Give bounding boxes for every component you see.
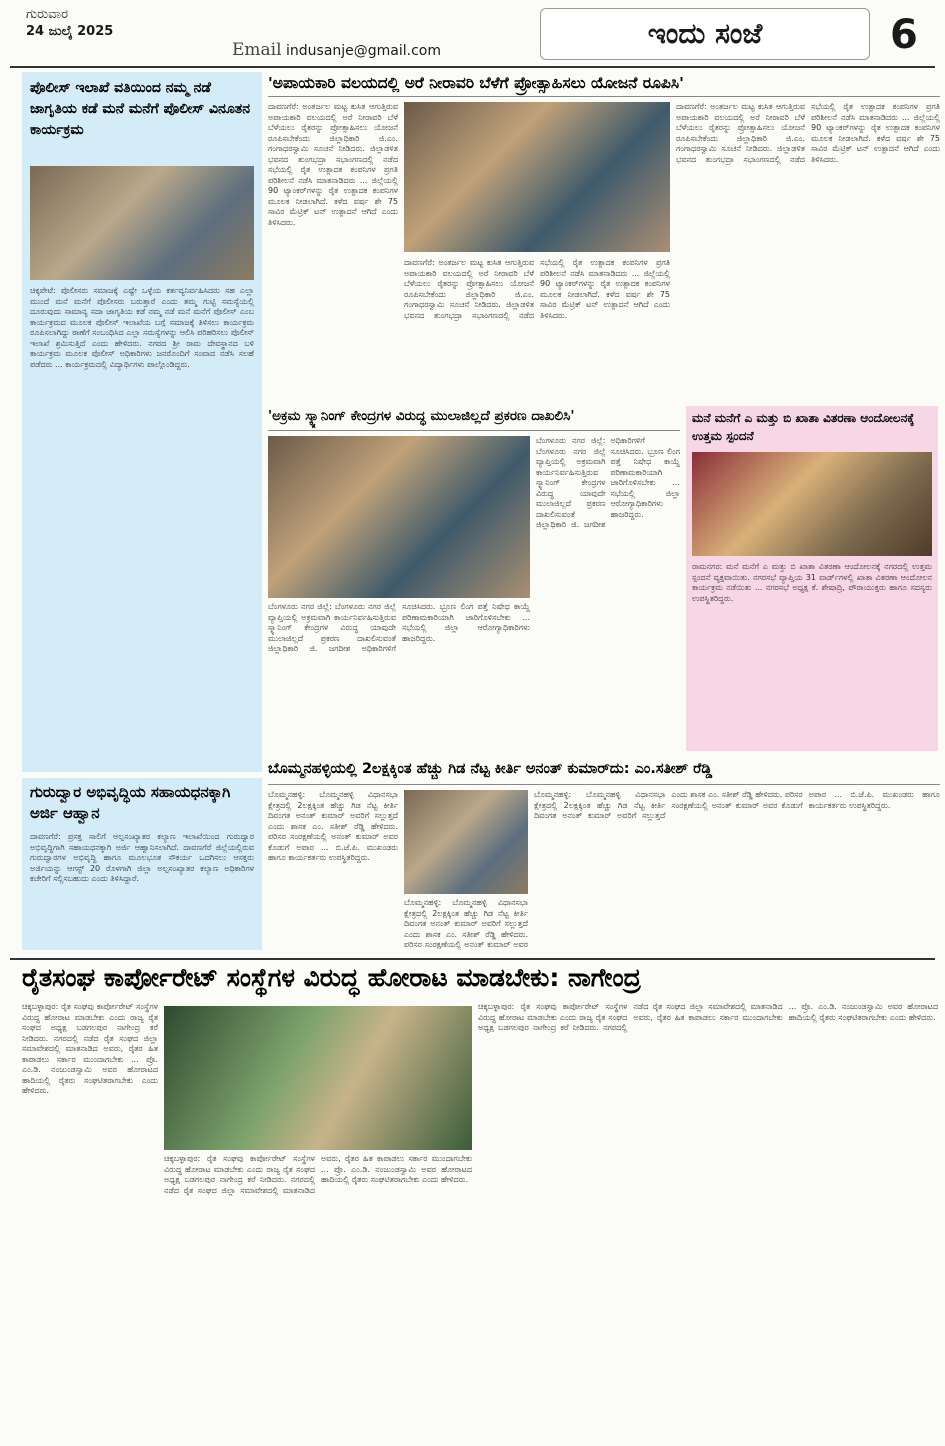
raitha-photo bbox=[164, 1006, 472, 1150]
masthead-logo bbox=[540, 8, 870, 60]
issue-date-text: 24 ಜುಲೈ 2025 bbox=[26, 24, 114, 39]
gurudwara-body: ದಾವಣಗೆರೆ: ಪ್ರಸಕ್ತ ಸಾಲಿಗೆ ಅಲ್ಪಸಂಖ್ಯಾತರ ಕಲ್ಯಾಣ ಇಲಾಖೆಯಿಂದ ಗುರುದ್ವಾರ ಅಭಿವೃದ್ಧಿಗಾಗಿ ಸಹಾಯಧನಕ್ಕಾಗಿ ಅರ್ಜಿ ಆಹ್ವಾನಿಸಲಾಗಿದೆ. ದಾವಣಗೆರೆ ಜಿಲ್ಲೆಯಲ್ಲಿರುವ ಗುರುದ್ವಾರಗಳ ಅಭಿವೃದ್ಧಿ ಹಾಗೂ ಮೂಲಭೂತ ಸೌಕರ್ಯ ಒದಗಿಸಲು ಆಸಕ್ತರು ಅರ್ಜಿಯನ್ನು ಆಗಸ್ಟ್ 20 ರೊಳಗಾಗಿ ಜಿಲ್ಲಾ ಅಲ್ಪಸಂಖ್ಯಾತರ ಕಲ್ಯಾಣ ಅಧಿಕಾರಿಗಳ ಕಚೇರಿಗೆ ಸಲ್ಲಿಸಬಹುದು ಎಂದು ತಿಳಿಸಿದ್ದಾರೆ. bbox=[30, 832, 254, 883]
page-number: 6 bbox=[890, 12, 918, 58]
scanning-photo bbox=[268, 436, 530, 598]
bommanahalli-headline: ಬೊಮ್ಮನಹಳ್ಳಿಯಲ್ಲಿ 2ಲಕ್ಷಕ್ಕಿಂತ ಹೆಚ್ಚು ಗಿಡ ನೆಟ್ಟ ಕೀರ್ತಿ ಅನಂತ್ ಕುಮಾರ್‌ದು: ಎಂ.ಸತೀಶ್ ರೆಡ್ಡಿ bbox=[268, 761, 713, 777]
bommanahalli-body-3: ಬೊಮ್ಮನಹಳ್ಳಿ: ಬೊಮ್ಮನಹಳ್ಳಿ ವಿಧಾನಸಭಾ ಕ್ಷೇತ್ರದಲ್ಲಿ 2ಲಕ್ಷಕ್ಕಿಂತ ಹೆಚ್ಚು ಗಿಡ ನೆಟ್ಟ ಕೀರ್ತಿ ದಿವಂಗತ ಅನಂತ್ ಕುಮಾರ್ ಅವರಿಗೆ ಸಲ್ಲುತ್ತದೆ ಎಂದು ಶಾಸಕ ಎಂ. ಸತೀಶ್ ರೆಡ್ಡಿ ಹೇಳಿದರು. ಪರಿಸರ ಸಂರಕ್ಷಣೆಯಲ್ಲಿ ಅನಂತ್ ಕುಮಾರ್ ಅವರ ಕೊಡುಗೆ ಅಪಾರ ... ಬಿ.ಜೆ.ಪಿ. ಮುಖಂಡರು ಹಾಗೂ ಕಾರ್ಯಕರ್ತರು ಉಪಸ್ಥಿತರಿದ್ದರು. bbox=[534, 790, 940, 820]
raitha-body: ಚಿಕ್ಕಬಳ್ಳಾಪುರ: ರೈತ ಸಂಘವು ಕಾರ್ಪೋರೇಟ್ ಸಂಸ್ಥೆಗಳ ವಿರುದ್ಧ ಹೋರಾಟ ಮಾಡಬೇಕು ಎಂದು ರಾಜ್ಯ ರೈತ ಸಂಘದ ಅಧ್ಯಕ್ಷ ಬಡಗಲಪುರ ನಾಗೇಂದ್ರ ಕರೆ ನೀಡಿದರು. ನಗರದಲ್ಲಿ ನಡೆದ ರೈತ ಸಂಘದ ಜಿಲ್ಲಾ ಸಮಾವೇಶದಲ್ಲಿ ಮಾತನಾಡಿದ ಅವರು, ರೈತರ ಹಿತ ಕಾಪಾಡಲು ಸರ್ಕಾರ ಮುಂದಾಗಬೇಕು ... ಪ್ರೊ. ಎಂ.ಡಿ. ನಂಜುಂಡಸ್ವಾಮಿ ಅವರ ಹೋರಾಟದ ಹಾದಿಯಲ್ಲಿ ರೈತರು ಸಂಘಟಿತರಾಗಬೇಕು ಎಂದು ಹೇಳಿದರು. bbox=[22, 1002, 158, 1095]
email-address[interactable]: indusanje@gmail.com bbox=[286, 43, 442, 59]
police-story bbox=[22, 72, 262, 772]
scanning-rule bbox=[268, 430, 680, 431]
bommanahalli-story bbox=[268, 758, 940, 954]
issue-date bbox=[26, 6, 113, 40]
scanning-body: ಬೆಂಗಳೂರು ನಗರ ಜಿಲ್ಲೆ: ಬೆಂಗಳೂರು ನಗರ ಜಿಲ್ಲೆ ವ್ಯಾಪ್ತಿಯಲ್ಲಿ ಅಕ್ರಮವಾಗಿ ಕಾರ್ಯನಿರ್ವಹಿಸುತ್ತಿರುವ ಸ್ಕ್ಯಾನಿಂಗ್ ಕೇಂದ್ರಗಳ ವಿರುದ್ಧ ಯಾವುದೇ ಮುಲಾಜಿಲ್ಲದೆ ಪ್ರಕರಣ ದಾಖಲಿಸುವಂತೆ ಜಿಲ್ಲಾಧಿಕಾರಿ ಜಿ. ಜಗದೀಶ ಅಧಿಕಾರಿಗಳಿಗೆ ಸೂಚಿಸಿದರು. ಭ್ರೂಣ ಲಿಂಗ ಪತ್ತೆ ನಿಷೇಧ ಕಾಯ್ದೆ ಪರಿಣಾಮಕಾರಿಯಾಗಿ ಜಾರಿಗೊಳಿಸಬೇಕು ... ಸಭೆಯಲ್ಲಿ ಜಿಲ್ಲಾ ಆರೋಗ್ಯಾಧಿಕಾರಿಗಳು ಹಾಜರಿದ್ದರು. bbox=[268, 602, 530, 653]
raitha-headline: ರೈತಸಂಘ ಕಾರ್ಪೋರೇಟ್ ಸಂಸ್ಥೆಗಳ ವಿರುದ್ಧ ಹೋರಾಟ ಮಾಡಬೇಕು: ನಾಗೇಂದ್ರ bbox=[22, 963, 641, 992]
irrigation-body-3: ದಾವಣಗೆರೆ: ಅಂತರ್ಜಲ ಮಟ್ಟ ಕುಸಿತ ಆಗುತ್ತಿರುವ ಅಪಾಯಕಾರಿ ವಲಯದಲ್ಲಿ ಅರೆ ನೀರಾವರಿ ಬೆಳೆ ಬೆಳೆಯಲು ರೈತರನ್ನು ಪ್ರೋತ್ಸಾಹಿಸಲು ಯೋಜನೆ ರೂಪಿಸಬೇಕೆಂದು ಜಿಲ್ಲಾಧಿಕಾರಿ ಜಿ.ಎಂ. ಗಂಗಾಧರಸ್ವಾಮಿ ಸೂಚನೆ ನೀಡಿದರು. ಜಿಲ್ಲಾಡಳಿತ ಭವನದ ತುಂಗಭದ್ರಾ ಸಭಾಂಗಣದಲ್ಲಿ ನಡೆದ ಸಭೆಯಲ್ಲಿ ರೈತ ಉತ್ಪಾದಕ ಕಂಪನಿಗಳ ಪ್ರಗತಿ ಪರಿಶೀಲನೆ ನಡೆಸಿ ಮಾತನಾಡಿದರು ... ಜಿಲ್ಲೆಯಲ್ಲಿ 90 ಟ್ಯಾಂಕರ್‌ಗಳನ್ನು ರೈತ ಉತ್ಪಾದಕ ಕಂಪನಿಗಳ ಮೂಲಕ ನೀಡಲಾಗಿದೆ. ಕಳೆದ ವರ್ಷ ಶೇ 75 ಸಾವಿರ ಮೆಟ್ರಿಕ್ ಟನ್ ಉತ್ಪಾದನೆ ಆಗಿದೆ ಎಂದು ತಿಳಿಸಿದರು. bbox=[676, 102, 940, 164]
issue-day: ಗುರುವಾರ bbox=[26, 7, 68, 22]
scanning-headline: 'ಅಕ್ರಮ ಸ್ಕ್ಯಾನಿಂಗ್ ಕೇಂದ್ರಗಳ ವಿರುದ್ಧ ಮುಲಾಜಿಲ್ಲದೆ ಪ್ರಕರಣ ದಾಖಲಿಸಿ' bbox=[268, 408, 575, 424]
irrigation-body-2: ದಾವಣಗೆರೆ: ಅಂತರ್ಜಲ ಮಟ್ಟ ಕುಸಿತ ಆಗುತ್ತಿರುವ ಅಪಾಯಕಾರಿ ವಲಯದಲ್ಲಿ ಅರೆ ನೀರಾವರಿ ಬೆಳೆ ಬೆಳೆಯಲು ರೈತರನ್ನು ಪ್ರೋತ್ಸಾಹಿಸಲು ಯೋಜನೆ ರೂಪಿಸಬೇಕೆಂದು ಜಿಲ್ಲಾಧಿಕಾರಿ ಜಿ.ಎಂ. ಗಂಗಾಧರಸ್ವಾಮಿ ಸೂಚನೆ ನೀಡಿದರು. ಜಿಲ್ಲಾಡಳಿತ ಭವನದ ತುಂಗಭದ್ರಾ ಸಭಾಂಗಣದಲ್ಲಿ ನಡೆದ ಸಭೆಯಲ್ಲಿ ರೈತ ಉತ್ಪಾದಕ ಕಂಪನಿಗಳ ಪ್ರಗತಿ ಪರಿಶೀಲನೆ ನಡೆಸಿ ಮಾತನಾಡಿದರು ... ಜಿಲ್ಲೆಯಲ್ಲಿ 90 ಟ್ಯಾಂಕರ್‌ಗಳನ್ನು ರೈತ ಉತ್ಪಾದಕ ಕಂಪನಿಗಳ ಮೂಲಕ ನೀಡಲಾಗಿದೆ. ಕಳೆದ ವರ್ಷ ಶೇ 75 ಸಾವಿರ ಮೆಟ್ರಿಕ್ ಟನ್ ಉತ್ಪಾದನೆ ಆಗಿದೆ ಎಂದು ತಿಳಿಸಿದರು. bbox=[404, 258, 670, 320]
irrigation-body: ದಾವಣಗೆರೆ: ಅಂತರ್ಜಲ ಮಟ್ಟ ಕುಸಿತ ಆಗುತ್ತಿರುವ ಅಪಾಯಕಾರಿ ವಲಯದಲ್ಲಿ ಅರೆ ನೀರಾವರಿ ಬೆಳೆ ಬೆಳೆಯಲು ರೈತರನ್ನು ಪ್ರೋತ್ಸಾಹಿಸಲು ಯೋಜನೆ ರೂಪಿಸಬೇಕೆಂದು ಜಿಲ್ಲಾಧಿಕಾರಿ ಜಿ.ಎಂ. ಗಂಗಾಧರಸ್ವಾಮಿ ಸೂಚನೆ ನೀಡಿದರು. ಜಿಲ್ಲಾಡಳಿತ ಭವನದ ತುಂಗಭದ್ರಾ ಸಭಾಂಗಣದಲ್ಲಿ ನಡೆದ ಸಭೆಯಲ್ಲಿ ರೈತ ಉತ್ಪಾದಕ ಕಂಪನಿಗಳ ಪ್ರಗತಿ ಪರಿಶೀಲನೆ ನಡೆಸಿ ಮಾತನಾಡಿದರು ... ಜಿಲ್ಲೆಯಲ್ಲಿ 90 ಟ್ಯಾಂಕರ್‌ಗಳನ್ನು ರೈತ ಉತ್ಪಾದಕ ಕಂಪನಿಗಳ ಮೂಲಕ ನೀಡಲಾಗಿದೆ. ಕಳೆದ ವರ್ಷ ಶೇ 75 ಸಾವಿರ ಮೆಟ್ರಿಕ್ ಟನ್ ಉತ್ಪಾದನೆ ಆಗಿದೆ ಎಂದು ತಿಳಿಸಿದರು. bbox=[268, 102, 398, 227]
irrigation-photo bbox=[404, 102, 670, 252]
email-line bbox=[232, 40, 441, 60]
raitha-story bbox=[22, 962, 938, 1442]
scanning-story bbox=[268, 406, 680, 751]
police-headline: ಪೊಲೀಸ್ ಇಲಾಖೆ ವತಿಯಿಂದ ನಮ್ಮ ನಡೆ ಜಾಗೃತಿಯ ಕಡೆ ಮನೆ ಮನೆಗೆ ಪೊಲೀಸ್ ವಿನೂತನ ಕಾರ್ಯಕ್ರಮ bbox=[30, 80, 250, 138]
khata-body: ರಾಮನಗರ: ಮನೆ ಮನೆಗೆ ಎ ಮತ್ತು ಬಿ ಖಾತಾ ವಿತರಣಾ ಆಂದೋಲನಕ್ಕೆ ನಗರದಲ್ಲಿ ಉತ್ತಮ ಸ್ಪಂದನೆ ವ್ಯಕ್ತವಾಯಿತು. ನಗರಸಭೆ ವ್ಯಾಪ್ತಿಯ 31 ವಾರ್ಡ್‌ಗಳಲ್ಲಿ ಖಾತಾ ವಿತರಣಾ ಆಂದೋಲನ ಕಾರ್ಯಕ್ರಮ ನಡೆಯಿತು ... ನಗರಸಭೆ ಅಧ್ಯಕ್ಷ ಕೆ. ಶೇಷಾದ್ರಿ, ಪೌರಾಯುಕ್ತರು ಹಾಗೂ ಸದಸ್ಯರು ಉಪಸ್ಥಿತರಿದ್ದರು. bbox=[692, 562, 932, 603]
bommanahalli-body: ಬೊಮ್ಮನಹಳ್ಳಿ: ಬೊಮ್ಮನಹಳ್ಳಿ ವಿಧಾನಸಭಾ ಕ್ಷೇತ್ರದಲ್ಲಿ 2ಲಕ್ಷಕ್ಕಿಂತ ಹೆಚ್ಚು ಗಿಡ ನೆಟ್ಟ ಕೀರ್ತಿ ದಿವಂಗತ ಅನಂತ್ ಕುಮಾರ್ ಅವರಿಗೆ ಸಲ್ಲುತ್ತದೆ ಎಂದು ಶಾಸಕ ಎಂ. ಸತೀಶ್ ರೆಡ್ಡಿ ಹೇಳಿದರು. ಪರಿಸರ ಸಂರಕ್ಷಣೆಯಲ್ಲಿ ಅನಂತ್ ಕುಮಾರ್ ಅವರ ಕೊಡುಗೆ ಅಪಾರ ... ಬಿ.ಜೆ.ಪಿ. ಮುಖಂಡರು ಹಾಗೂ ಕಾರ್ಯಕರ್ತರು ಉಪಸ್ಥಿತರಿದ್ದರು. bbox=[268, 790, 398, 862]
bommanahalli-rule bbox=[268, 784, 940, 785]
khata-headline: ಮನೆ ಮನೆಗೆ ಎ ಮತ್ತು ಬಿ ಖಾತಾ ವಿತರಣಾ ಆಂದೋಲನಕ್ಕೆ ಉತ್ತಮ ಸ್ಪಂದನೆ bbox=[692, 411, 915, 443]
irrigation-headline: 'ಅಪಾಯಕಾರಿ ವಲಯದಲ್ಲಿ ಅರೆ ನೀರಾವರಿ ಬೆಳೆಗೆ ಪ್ರೋತ್ಸಾಹಿಸಲು ಯೋಜನೆ ರೂಪಿಸಿ' bbox=[268, 74, 684, 92]
scanning-body-2: ಬೆಂಗಳೂರು ನಗರ ಜಿಲ್ಲೆ: ಬೆಂಗಳೂರು ನಗರ ಜಿಲ್ಲೆ ವ್ಯಾಪ್ತಿಯಲ್ಲಿ ಅಕ್ರಮವಾಗಿ ಕಾರ್ಯನಿರ್ವಹಿಸುತ್ತಿರುವ ಸ್ಕ್ಯಾನಿಂಗ್ ಕೇಂದ್ರಗಳ ವಿರುದ್ಧ ಯಾವುದೇ ಮುಲಾಜಿಲ್ಲದೆ ಪ್ರಕರಣ ದಾಖಲಿಸುವಂತೆ ಜಿಲ್ಲಾಧಿಕಾರಿ ಜಿ. ಜಗದೀಶ ಅಧಿಕಾರಿಗಳಿಗೆ ಸೂಚಿಸಿದರು. ಭ್ರೂಣ ಲಿಂಗ ಪತ್ತೆ ನಿಷೇಧ ಕಾಯ್ದೆ ಪರಿಣಾಮಕಾರಿಯಾಗಿ ಜಾರಿಗೊಳಿಸಬೇಕು ... ಸಭೆಯಲ್ಲಿ ಜಿಲ್ಲಾ ಆರೋಗ್ಯಾಧಿಕಾರಿಗಳು ಹಾಜರಿದ್ದರು. bbox=[536, 436, 680, 529]
police-photo bbox=[30, 166, 254, 280]
bommanahalli-body-2: ಬೊಮ್ಮನಹಳ್ಳಿ: ಬೊಮ್ಮನಹಳ್ಳಿ ವಿಧಾನಸಭಾ ಕ್ಷೇತ್ರದಲ್ಲಿ 2ಲಕ್ಷಕ್ಕಿಂತ ಹೆಚ್ಚು ಗಿಡ ನೆಟ್ಟ ಕೀರ್ತಿ ದಿವಂಗತ ಅನಂತ್ ಕುಮಾರ್ ಅವರಿಗೆ ಸಲ್ಲುತ್ತದೆ ಎಂದು ಶಾಸಕ ಎಂ. ಸತೀಶ್ ರೆಡ್ಡಿ ಹೇಳಿದರು. ಪರಿಸರ ಸಂರಕ್ಷಣೆಯಲ್ಲಿ ಅನಂತ್ ಕುಮಾರ್ ಅವರ bbox=[404, 898, 528, 949]
irrigation-rule bbox=[268, 96, 940, 97]
bommanahalli-photo bbox=[404, 790, 528, 894]
email-label: Email bbox=[232, 40, 282, 60]
lower-rule bbox=[10, 958, 935, 960]
raitha-body-3: ಚಿಕ್ಕಬಳ್ಳಾಪುರ: ರೈತ ಸಂಘವು ಕಾರ್ಪೋರೇಟ್ ಸಂಸ್ಥೆಗಳ ವಿರುದ್ಧ ಹೋರಾಟ ಮಾಡಬೇಕು ಎಂದು ರಾಜ್ಯ ರೈತ ಸಂಘದ ಅಧ್ಯಕ್ಷ ಬಡಗಲಪುರ ನಾಗೇಂದ್ರ ಕರೆ ನೀಡಿದರು. ನಗರದಲ್ಲಿ ನಡೆದ ರೈತ ಸಂಘದ ಜಿಲ್ಲಾ ಸಮಾವೇಶದಲ್ಲಿ ಮಾತನಾಡಿದ ಅವರು, ರೈತರ ಹಿತ ಕಾಪಾಡಲು ಸರ್ಕಾರ ಮುಂದಾಗಬೇಕು ... ಪ್ರೊ. ಎಂ.ಡಿ. ನಂಜುಂಡಸ್ವಾಮಿ ಅವರ ಹೋರಾಟದ ಹಾದಿಯಲ್ಲಿ ರೈತರು ಸಂಘಟಿತರಾಗಬೇಕು ಎಂದು ಹೇಳಿದರು. bbox=[478, 1002, 938, 1032]
irrigation-story bbox=[268, 72, 940, 402]
khata-photo bbox=[692, 452, 932, 556]
police-body: ಚಿಕ್ಕಪೇಟೆ: ಪೊಲೀಸರು ಸಮಾಜಕ್ಕೆ ಎಷ್ಟೇ ಒಳ್ಳೆಯ ಕರ್ತವ್ಯನಿರ್ವಹಿಸಿದರು ಸಹ ಎಲ್ಲಾ ಮುಂದೆ ಮನೆ ಮನೆಗೆ ಪೊಲೀಸರು ಬರುತ್ತಾರೆ ಎಂದು ತಮ್ಮ ಗುಟ್ಟಿ ಸಮಸ್ಯೆಯಲ್ಲಿ ದೂರುವುದು ಸಾಮಾನ್ಯ ಸದಾ ಜಾಗೃತಿಯ ಕಡೆ ನಮ್ಮ ನಡೆ ಮನೆ ಮನೆಗೆ ಪೊಲೀಸ್ ಎಂಬ ಕಾರ್ಯಕ್ರಮದ ಮೂಲಕ ಪೊಲೀಸ್ ಇಲಾಖೆಯ ಬಗ್ಗೆ ಸಮಾಜಕ್ಕೆ ತಿಳಿಸಲು ಕಾರ್ಯಕ್ರಮ ರೂಪಿಸಲಾಗಿದ್ದು ಠಾಣೆಗೆ ಸಂಬಂಧಿಸಿದ ಎಲ್ಲಾ ಸಮಸ್ಯೆಗಳನ್ನು ಆಲಿಸಿ ಪರಿಹರಿಸಲು ಪೊಲೀಸ್ ಇಲಾಖೆ ಶ್ರಮಿಸುತ್ತಿದೆ ಎಂದು ಹೇಳಿದರು. ನಗರದ ಶ್ರೀ ರಾಮ ದೇವಸ್ಥಾನದ ಬಳಿ ಕಾರ್ಯಕ್ರಮ ಮೂಲಕ ಪೊಲೀಸ್ ಅಧಿಕಾರಿಗಳು ಜನರೊಂದಿಗೆ ಸಂವಾದ ನಡೆಸಿ ಸಲಹೆ ಪಡೆದರು ... ಕಾರ್ಯಕ್ರಮದಲ್ಲಿ ವಿದ್ಯಾರ್ಥಿಗಳು ಪಾಲ್ಗೊಂಡಿದ್ದರು. bbox=[30, 286, 254, 369]
header-rule bbox=[10, 66, 935, 68]
masthead-title: ಇಂದು ಸಂಜೆ bbox=[647, 17, 763, 50]
raitha-body-2: ಚಿಕ್ಕಬಳ್ಳಾಪುರ: ರೈತ ಸಂಘವು ಕಾರ್ಪೋರೇಟ್ ಸಂಸ್ಥೆಗಳ ವಿರುದ್ಧ ಹೋರಾಟ ಮಾಡಬೇಕು ಎಂದು ರಾಜ್ಯ ರೈತ ಸಂಘದ ಅಧ್ಯಕ್ಷ ಬಡಗಲಪುರ ನಾಗೇಂದ್ರ ಕರೆ ನೀಡಿದರು. ನಗರದಲ್ಲಿ ನಡೆದ ರೈತ ಸಂಘದ ಜಿಲ್ಲಾ ಸಮಾವೇಶದಲ್ಲಿ ಮಾತನಾಡಿದ ಅವರು, ರೈತರ ಹಿತ ಕಾಪಾಡಲು ಸರ್ಕಾರ ಮುಂದಾಗಬೇಕು ... ಪ್ರೊ. ಎಂ.ಡಿ. ನಂಜುಂಡಸ್ವಾಮಿ ಅವರ ಹೋರಾಟದ ಹಾದಿಯಲ್ಲಿ ರೈತರು ಸಂಘಟಿತರಾಗಬೇಕು ಎಂದು ಹೇಳಿದರು. bbox=[164, 1154, 472, 1195]
gurudwara-headline: ಗುರುದ್ವಾರ ಅಭಿವೃದ್ಧಿಯ ಸಹಾಯಧನಕ್ಕಾಗಿ ಅರ್ಜಿ ಆಹ್ವಾನ bbox=[30, 783, 231, 822]
khata-story bbox=[686, 406, 938, 751]
gurudwara-story bbox=[22, 778, 262, 950]
